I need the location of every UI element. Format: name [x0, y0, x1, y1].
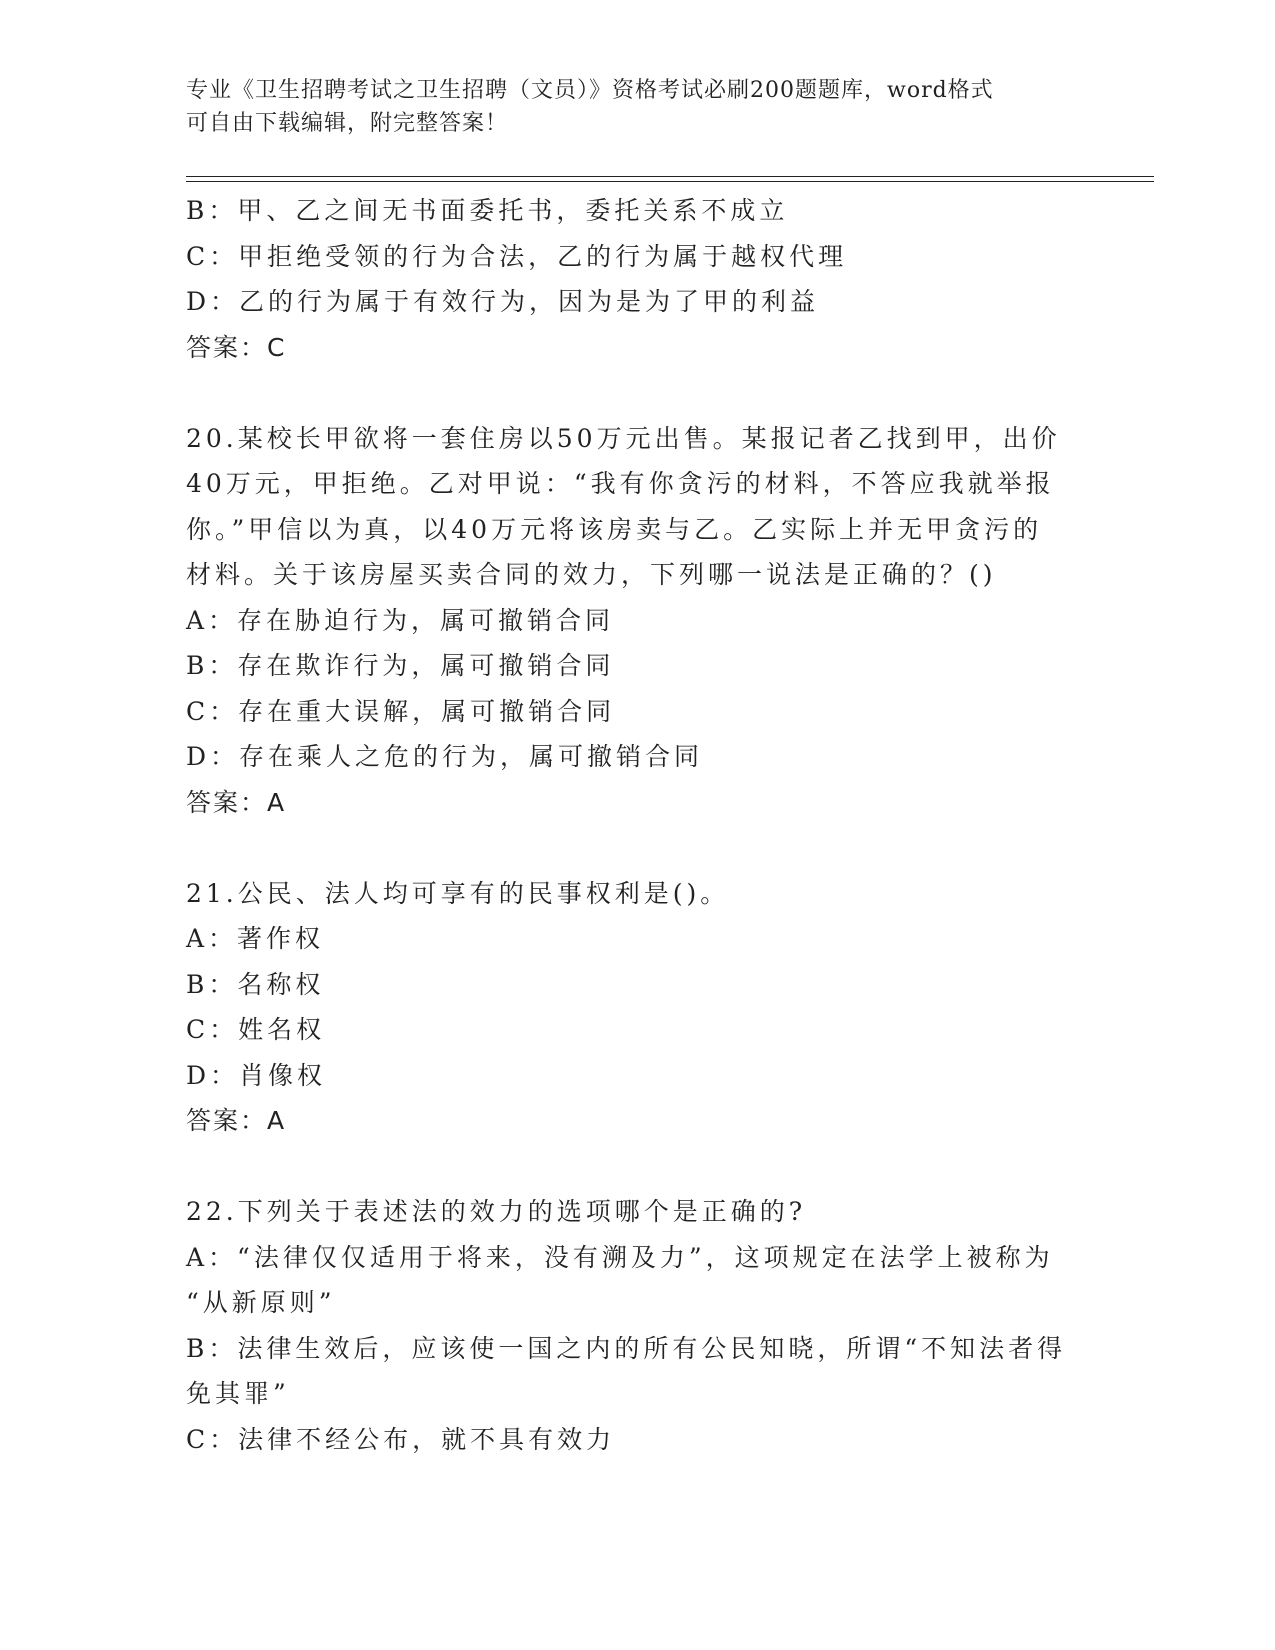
option-d: D：乙的行为属于有效行为，因为是为了甲的利益 — [186, 287, 820, 316]
option-b: B：存在欺诈行为，属可撤销合同 — [186, 651, 615, 680]
option-b: B：名称权 — [186, 969, 325, 999]
spacer — [186, 825, 1086, 871]
header-divider-top — [186, 176, 1154, 177]
option-d: D：存在乘人之危的行为，属可撤销合同 — [186, 742, 704, 771]
option-c: C：法律不经公布，就不具有效力 — [186, 1424, 616, 1454]
document-header — [186, 74, 1066, 140]
answer-line: 答案：C — [186, 332, 287, 362]
option-a: A：著作权 — [186, 924, 325, 953]
option-d: D：肖像权 — [186, 1060, 327, 1090]
option-a: A：“法律仅仅适用于将来，没有溯及力”，这项规定在法学上被称为 — [186, 1242, 1054, 1272]
question-stem-line: 你。”甲信以为真，以40万元将该房卖与乙。乙实际上并无甲贪污的 — [186, 514, 1043, 544]
question-stem-line: 20.某校长甲欲将一套住房以50万元出售。某报记者乙找到甲，出价 — [186, 423, 1061, 453]
question-21 — [186, 871, 1086, 1144]
question-19-fragment — [186, 188, 1086, 370]
option-b: B：法律生效后，应该使一国之内的所有公民知晓，所谓“不知法者得 — [186, 1333, 1067, 1363]
question-stem-line: 40万元，甲拒绝。乙对甲说：“我有你贪污的材料，不答应我就举报 — [186, 469, 1055, 498]
option-b: B：甲、乙之间无书面委托书，委托关系不成立 — [186, 196, 789, 225]
header-divider-bottom — [186, 181, 1154, 182]
option-a-continuation: “从新原则” — [186, 1288, 336, 1317]
spacer — [186, 370, 1086, 416]
answer-line: 答案：A — [186, 787, 287, 817]
answer-line: 答案：A — [186, 1106, 287, 1135]
option-c: C：存在重大误解，属可撤销合同 — [186, 696, 616, 726]
header-title-line-1: 专业《卫生招聘考试之卫生招聘（文员）》资格考试必刷200题题库，word格式 — [186, 78, 994, 103]
question-22 — [186, 1189, 1086, 1462]
option-c: C：甲拒绝受领的行为合法，乙的行为属于越权代理 — [186, 241, 848, 271]
option-c: C：姓名权 — [186, 1015, 326, 1044]
question-stem-line: 22.下列关于表述法的效力的选项哪个是正确的? — [186, 1197, 807, 1226]
question-stem-line: 材料。关于该房屋买卖合同的效力，下列哪一说法是正确的？() — [186, 560, 997, 589]
option-b-continuation: 免其罪” — [186, 1379, 290, 1408]
option-a: A：存在胁迫行为，属可撤销合同 — [186, 605, 615, 635]
question-20 — [186, 416, 1086, 826]
question-content — [186, 188, 1086, 1462]
question-stem-line: 21.公民、法人均可享有的民事权利是()。 — [186, 878, 730, 908]
header-title-line-2: 可自由下载编辑，附完整答案！ — [186, 111, 509, 136]
spacer — [186, 1144, 1086, 1190]
